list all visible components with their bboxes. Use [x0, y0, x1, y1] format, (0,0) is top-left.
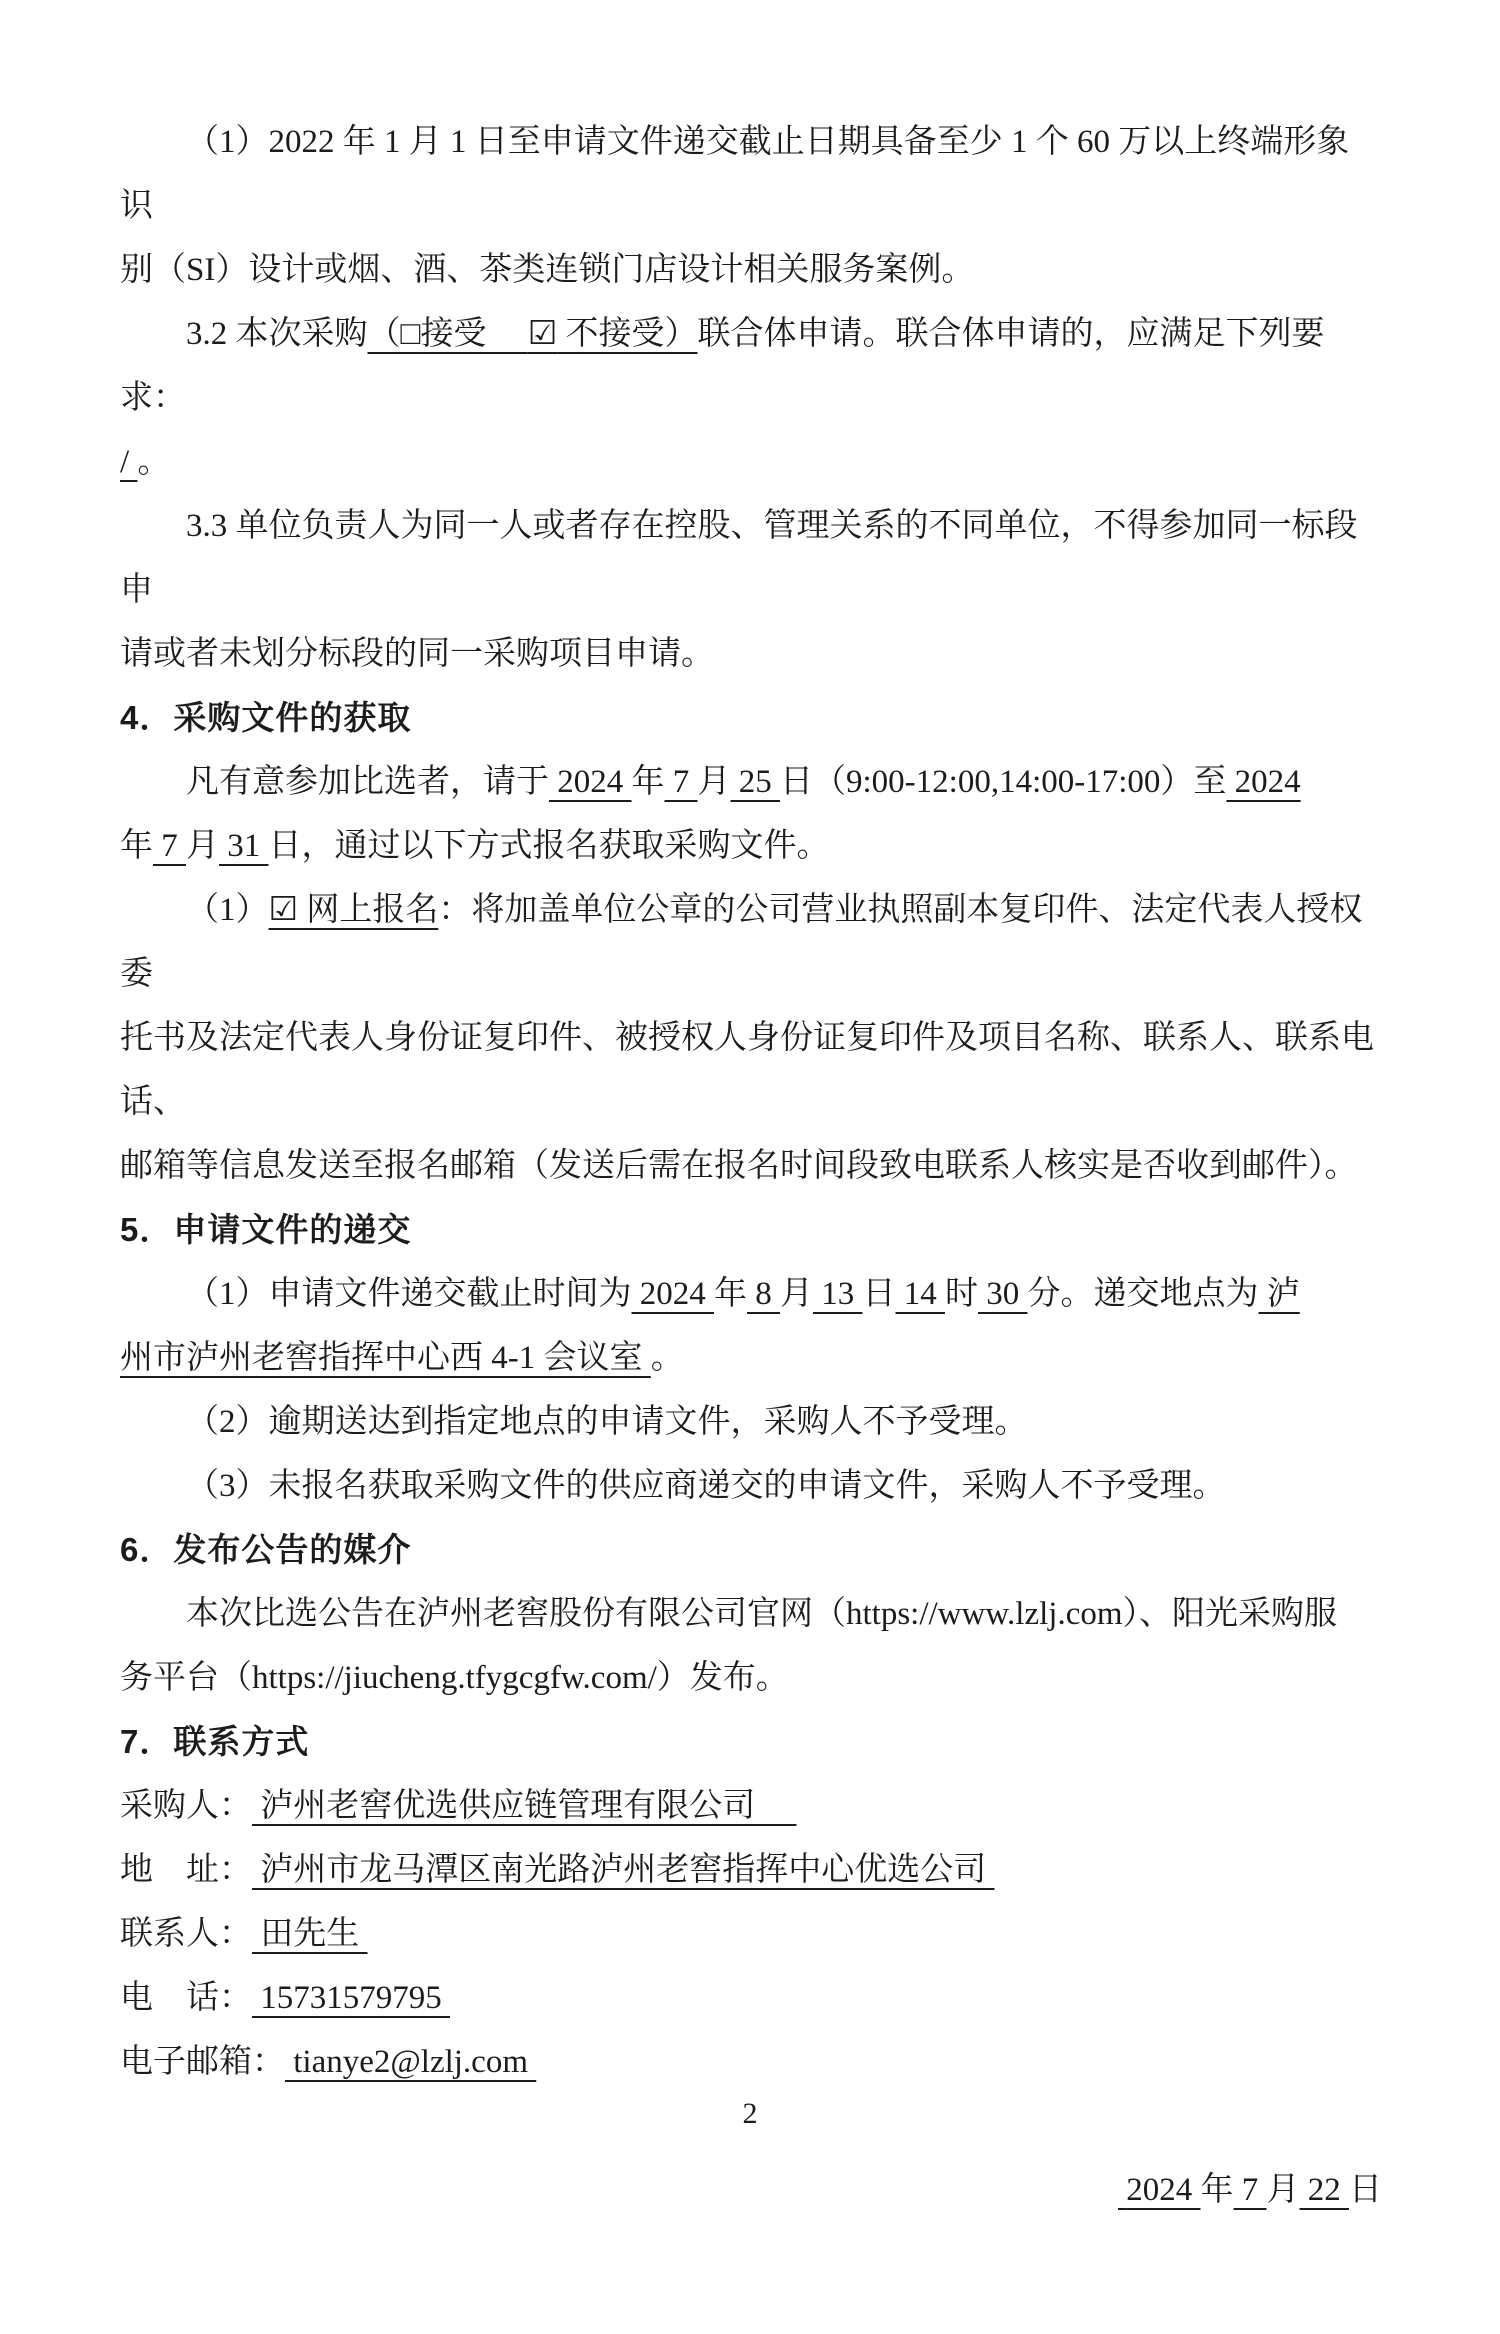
text-segment: 电子邮箱：	[120, 2044, 285, 2080]
para-5-deadline	[120, 1262, 1382, 1326]
para-4-online-signup	[120, 878, 1382, 1006]
text-segment: 2024	[1118, 2172, 1201, 2208]
para-3-2-blank-answer	[120, 430, 1382, 494]
text-segment: 地 址：	[120, 1852, 252, 1888]
text-segment: 年	[1200, 2172, 1234, 2208]
para-3-1-case	[120, 110, 1382, 238]
text-segment: 时	[945, 1276, 978, 1312]
text-segment: /	[120, 444, 138, 480]
para-4-online-signup-cont2	[120, 1134, 1382, 1198]
para-5-unregistered	[120, 1454, 1382, 1518]
text-segment: 泸州市龙马潭区南光路泸州老窖指挥中心优选公司	[252, 1852, 995, 1888]
text-segment: 5．申请文件的递交	[120, 1211, 412, 1248]
text-segment: 州市泸州老窖指挥中心西 4-1 会议室	[120, 1340, 651, 1376]
heading-section-4	[120, 686, 1382, 750]
signature-date-line	[120, 2158, 1382, 2222]
para-3-2-consortium	[120, 302, 1382, 430]
text-segment: 日	[1349, 2172, 1382, 2208]
text-segment: 别（SI）设计或烟、酒、茶类连锁门店设计相关服务案例。	[120, 252, 975, 288]
para-3-1-case-cont	[120, 238, 1382, 302]
checkbox-checked-icon: ☑	[527, 316, 558, 352]
text-segment: 联系人：	[120, 1916, 252, 1952]
text-segment: 接受	[420, 316, 528, 352]
heading-section-6	[120, 1518, 1382, 1582]
text-segment: 7	[153, 828, 186, 864]
text-segment: 3.3 单位负责人为同一人或者存在控股、管理关系的不同单位，不得参加同一标段申	[120, 508, 1358, 608]
text-segment: 14	[895, 1276, 945, 1312]
text-segment: 31	[219, 828, 269, 864]
text-segment: 月	[1266, 2172, 1300, 2208]
text-segment: 泸	[1258, 1276, 1300, 1312]
para-4-obtain-cont	[120, 814, 1382, 878]
text-segment: 8	[747, 1276, 780, 1312]
text-segment: 月	[697, 764, 731, 800]
text-segment: 30	[978, 1276, 1028, 1312]
text-segment: 3.2 本次采购	[186, 316, 368, 352]
text-segment: 田先生	[252, 1916, 368, 1952]
para-5-late	[120, 1390, 1382, 1454]
text-segment: 月	[780, 1276, 813, 1312]
text-segment: 22	[1299, 2172, 1349, 2208]
checkbox-checked-icon: ☑	[268, 892, 299, 928]
para-4-obtain	[120, 750, 1382, 814]
text-segment: 7	[664, 764, 698, 800]
text-segment: 年	[120, 828, 153, 864]
text-segment: 凡有意参加比选者，请于	[186, 764, 549, 800]
text-segment: 。	[137, 444, 171, 480]
text-segment: 年	[631, 764, 665, 800]
para-5-deadline-cont	[120, 1326, 1382, 1390]
contact-email-row	[120, 2030, 1382, 2094]
text-segment: 6．发布公告的媒介	[120, 1531, 412, 1568]
text-segment: 日，通过以下方式报名获取采购文件。	[268, 828, 830, 864]
text-segment: 邮箱等信息发送至报名邮箱（发送后需在报名时间段致电联系人核实是否收到邮件）。	[120, 1148, 1358, 1184]
text-segment: 本次比选公告在泸州老窖股份有限公司官网（https://www.lzlj.com）、阳光采购服	[186, 1596, 1338, 1632]
heading-section-5	[120, 1198, 1382, 1262]
text-segment: （3）未报名获取采购文件的供应商递交的申请文件，采购人不予受理。	[186, 1468, 1226, 1504]
text-segment: 泸州老窖优选供应链管理有限公司	[252, 1788, 797, 1824]
text-segment: 13	[813, 1276, 863, 1312]
text-segment: 4．采购文件的获取	[120, 699, 412, 736]
contact-person-row	[120, 1902, 1382, 1966]
text-segment: （	[367, 316, 401, 352]
text-segment: 分。递交地点为	[1027, 1276, 1259, 1312]
page-number: 2	[742, 2097, 758, 2130]
document-content	[120, 110, 1382, 2222]
text-segment: 请或者未划分标段的同一采购项目申请。	[120, 636, 714, 672]
text-segment: 日（9:00-12:00,14:00-17:00）至	[780, 764, 1227, 800]
text-segment: ：将加盖单位公章的公司营业执照副本复印件、法定代表人授权委	[120, 892, 1363, 992]
text-segment: tianye2@lzlj.com	[285, 2044, 537, 2080]
para-3-3-rule-cont	[120, 622, 1382, 686]
para-4-online-signup-cont1	[120, 1006, 1382, 1134]
para-6-media	[120, 1582, 1382, 1646]
para-3-3-rule	[120, 494, 1382, 622]
text-segment: 7	[1233, 2172, 1267, 2208]
text-segment: 2024	[549, 764, 632, 800]
text-segment: 日	[862, 1276, 896, 1312]
text-segment: 月	[186, 828, 219, 864]
text-segment: （1）申请文件递交截止时间为	[186, 1276, 632, 1312]
text-segment: 。	[650, 1340, 684, 1376]
text-segment: 不接受）	[557, 316, 698, 352]
text-segment: 务平台（https://jiucheng.tfygcgfw.com/）发布。	[120, 1660, 789, 1696]
heading-section-7	[120, 1710, 1382, 1774]
text-segment: （1）	[186, 892, 269, 928]
text-segment: 15731579795	[252, 1980, 450, 2016]
text-segment: 7．联系方式	[120, 1723, 310, 1760]
text-segment: （2）逾期送达到指定地点的申请文件，采购人不予受理。	[186, 1404, 1028, 1440]
contact-purchaser-row	[120, 1774, 1382, 1838]
text-segment: 2024	[1226, 764, 1301, 800]
text-segment: 电 话：	[120, 1980, 252, 2016]
contact-address-row	[120, 1838, 1382, 1902]
text-segment: 年	[714, 1276, 747, 1312]
checkbox-unchecked-icon: □	[400, 316, 421, 352]
text-segment: 2024	[631, 1276, 714, 1312]
para-6-media-cont	[120, 1646, 1382, 1710]
text-segment: 网上报名	[298, 892, 439, 928]
text-segment: 托书及法定代表人身份证复印件、被授权人身份证复印件及项目名称、联系人、联系电话、	[120, 1020, 1374, 1120]
text-segment: （1）2022 年 1 月 1 日至申请文件递交截止日期具备至少 1 个 60 万以上终端形象识	[120, 124, 1350, 224]
text-segment: 联合体申请。联合体申请的，应满足下列要求：	[120, 316, 1325, 416]
text-segment: 25	[730, 764, 780, 800]
text-segment: 采购人：	[120, 1788, 252, 1824]
contact-phone-row	[120, 1966, 1382, 2030]
